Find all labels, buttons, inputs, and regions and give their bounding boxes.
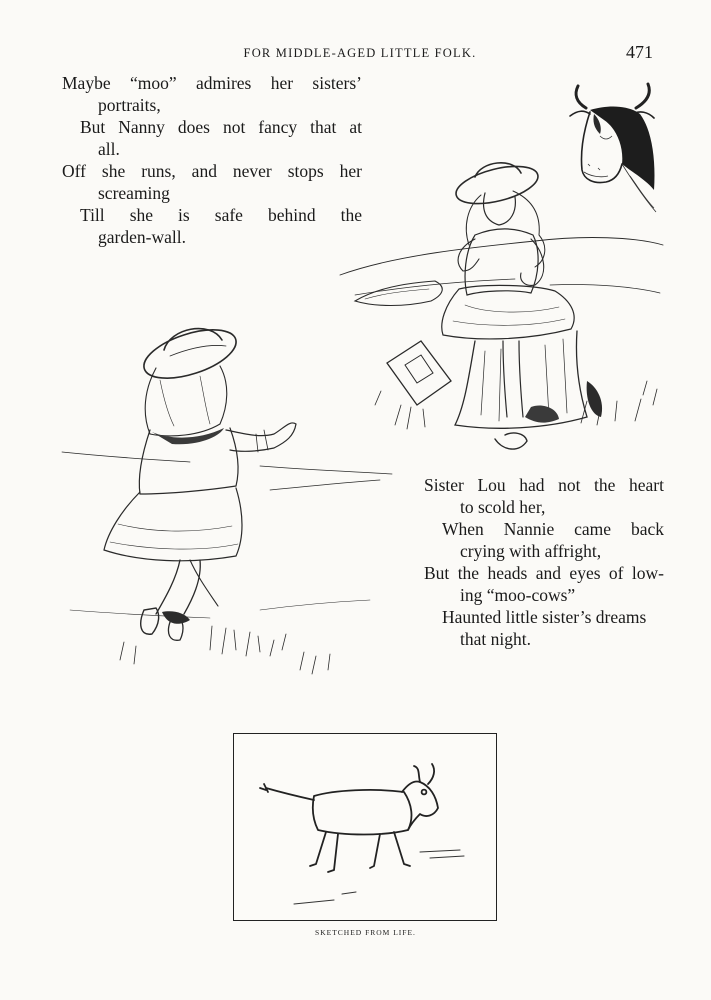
running-girl-illustration <box>60 310 400 710</box>
cow-sketch-frame <box>233 733 497 921</box>
child-cow-sketch <box>234 734 496 920</box>
verse-line: portraits, <box>98 95 161 115</box>
verse-line: But Nanny does not fancy that at <box>80 117 362 137</box>
page-number: 471 <box>626 42 653 62</box>
verse-line: Till she is safe behind the <box>80 205 362 225</box>
verse-line: Sister Lou had not the heart <box>424 475 664 495</box>
sketch-caption: SKETCHED FROM LIFE. <box>315 928 416 937</box>
verse-line: that night. <box>460 629 531 649</box>
verse-line: screaming <box>98 183 170 203</box>
verse-line: When Nannie came back <box>442 519 664 539</box>
verse-line: garden-wall. <box>98 227 186 247</box>
verse-line: Off she runs, and never stops her <box>62 161 362 181</box>
verse-line: crying with affright, <box>460 541 602 561</box>
verse-line: ing “moo-cows” <box>460 585 576 605</box>
verse-line: to scold her, <box>460 497 546 517</box>
stanza-second <box>424 474 664 650</box>
verse-line: But the heads and eyes of low- <box>424 563 664 583</box>
verse-line: all. <box>98 139 120 159</box>
stanza-first <box>62 72 362 248</box>
running-head: FOR MIDDLE-AGED LITTLE FOLK. <box>243 46 477 60</box>
verse-line: Haunted little sister’s dreams <box>442 607 647 627</box>
verse-line: Maybe “moo” admires her sisters’ <box>62 73 362 93</box>
